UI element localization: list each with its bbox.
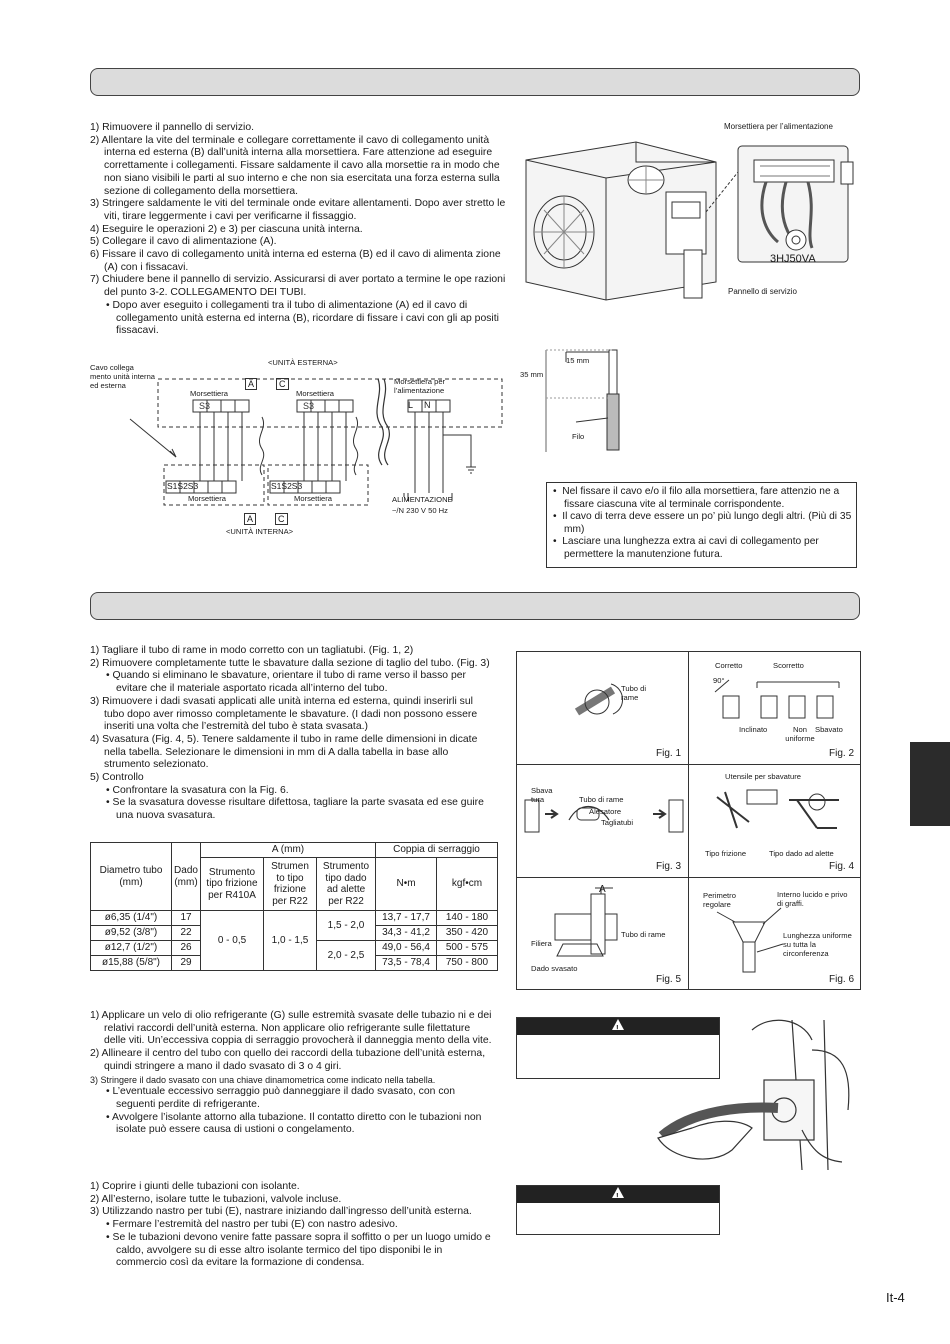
cell-nm: 13,7 - 17,7 <box>376 911 437 926</box>
label-terminal: Morsettiera <box>296 389 334 398</box>
label-service-panel: Pannello di servizio <box>728 287 797 296</box>
cell-nm: 49,0 - 56,4 <box>376 941 437 956</box>
insulation-instructions <box>90 1181 492 1270</box>
label-cutter: Tagliatubi <box>601 818 634 827</box>
header-torque: Coppia di serraggio <box>376 843 498 858</box>
table-row <box>91 911 498 926</box>
label-uniform-length: Lunghezza uniforme su tutta la circonferenza <box>783 931 852 958</box>
step-note: • Avvolgere l’isolante attorno alla tubazione. Il contatto diretto con le tubazioni non isolate può essere causa di ustioni o congelamento. <box>106 1111 482 1136</box>
header-nut: Dado (mm) <box>172 843 201 911</box>
fig-6-label: Fig. 6 <box>829 974 855 985</box>
cell-kgf: 350 - 420 <box>437 926 498 941</box>
cell-diameter: ø12,7 (1/2") <box>91 941 172 956</box>
header-tool-2: Strumen to tipo frizione per R22 <box>264 858 317 911</box>
label-regular-perimeter: Perimetro regolare <box>703 891 736 909</box>
label-terminal: Morsettiera <box>294 494 332 503</box>
step: 1) Tagliare il tubo di rame in modo corretto con un tagliatubi. (Fig. 1, 2) <box>90 645 414 656</box>
step-note: • Se le tubazioni devono venire fatte passare sopra il soffitto o per un luogo umido e caldo, avvolgere su di esse altro isolante termico del tipo disponibi le in commercio così da evitare la formazione di condensa. <box>106 1231 491 1269</box>
cell-tool-3: 2,0 - 2,5 <box>317 941 376 971</box>
cell-diameter: ø15,88 (5/8") <box>91 956 172 971</box>
step: 1) Coprire i giunti delle tubazioni con isolante. <box>90 1181 300 1192</box>
step: 1) Rimuovere il pannello di servizio. <box>90 122 255 133</box>
step: 7) Chiudere bene il pannello di servizio. Assicurarsi di aver portato a termine le ope razioni del punto 3-2. COLLEGAMENTO DEI TUBI. <box>90 274 506 299</box>
label-tube: Tubo di rame <box>621 930 666 939</box>
note-item: • Nel fissare il cavo e/o il filo alla morsettiera, fare attenzio ne a fissare ciascuna vite al terminale corrispondente. <box>553 486 840 510</box>
warning-icon <box>612 1019 624 1030</box>
cell-kgf: 140 - 180 <box>437 911 498 926</box>
fig-4-label: Fig. 4 <box>829 861 855 872</box>
label-deburr-tool: Utensile per sbavature <box>725 772 801 781</box>
label-correct: Corretto <box>715 661 743 670</box>
step: 2) Allentare la vite del terminale e collegare correttamente il cavo di collegamento unità interna ed esterna (B) dall’unità interna alla morsettiera. Fare attenzione ad eseguire correttamente i collegamenti. Fissare saldamente il cavo alla morsettie ra in modo che non siano visibili le parti al suo interno e che non sia esercitata una forza esterna sulla sezione di collegamento della morsettiera. <box>90 134 500 197</box>
label-c: C <box>276 378 289 390</box>
label-smooth-interior: Interno lucido e privo di graffi. <box>777 890 848 908</box>
label-die: Filiera <box>531 939 552 948</box>
step: 5) Controllo <box>90 772 144 784</box>
connection-instructions <box>90 1010 492 1137</box>
label-a: A <box>245 378 257 390</box>
model-number: 3HJ50VA <box>770 253 816 265</box>
cell-tool-3: 1,5 - 2,0 <box>317 911 376 941</box>
label-clutch-type: Tipo frizione <box>705 849 747 858</box>
cell-diameter: ø6,35 (1/4") <box>91 911 172 926</box>
label-connection-cable: Cavo collega mento unità interna ed esterna <box>90 363 156 390</box>
step: 6) Fissare il cavo di collegamento unità interna ed esterna (B) ed il cavo di alimenta zione (A) con i fissacavi. <box>90 249 501 273</box>
fig-3-label: Fig. 3 <box>656 861 682 872</box>
warning-header <box>517 1186 719 1203</box>
dimension-35mm: 35 mm <box>520 370 544 379</box>
dimension-15mm: 15 mm <box>566 356 590 365</box>
step: 1) Applicare un velo di olio refrigerante (G) sulle estremità svasate delle tubazio ni e dei relativi raccordi dell’unità esterna. Non applicare olio refrigerante sulle filettature delle viti. Un’eccessiva coppia di serraggio provocherà il danneggia mento della vite. <box>90 1010 492 1047</box>
cell-nm: 73,5 - 78,4 <box>376 956 437 971</box>
step-note: • L’eventuale eccessivo serraggio può danneggiare il dado svasato, con con seguenti perdite di refrigerante. <box>106 1086 456 1110</box>
outdoor-unit-illustration <box>516 132 858 302</box>
label-power-terminal: Morsettiera per l’alimentazione <box>724 122 833 131</box>
header-diameter: Diametro tubo (mm) <box>91 843 172 911</box>
header-tool-1: Strumento tipo frizione per R410A <box>201 858 264 911</box>
step-note: • Confrontare la svasatura con la Fig. 6. <box>106 784 289 796</box>
step: 4) Svasatura (Fig. 4, 5). Tenere saldamente il tubo in rame delle dimensioni in dicate nella tabella. Selezionare le dimensioni in mm di A dalla tabella in base allo strumento selezionato. <box>90 733 478 771</box>
step: 2) Rimuovere completamente tutte le sbavature dalla sezione di taglio del tubo. (Fig. 3) <box>90 657 490 669</box>
label-s1s2s3: S1S2S3 <box>271 481 303 491</box>
label-a: A <box>244 513 256 525</box>
label-wingnut-type: Tipo dado ad alette <box>769 849 834 858</box>
label-terminal: Morsettiera <box>190 389 228 398</box>
label-s1s2s3: S1S2S3 <box>167 481 199 491</box>
label-reamer: Alesatore <box>589 807 622 816</box>
flaring-instructions <box>90 645 492 823</box>
label-burr: Sbava tura <box>531 786 553 804</box>
label-c: C <box>275 513 288 525</box>
step: 4) Eseguire le operazioni 2) e 3) per ciascuna unità interna. <box>90 223 363 235</box>
cell-diameter: ø9,52 (3/8") <box>91 926 172 941</box>
cell-kgf: 750 - 800 <box>437 956 498 971</box>
step-note: • Fermare l’estremità del nastro per tubi (E) con nastro adesivo. <box>106 1219 398 1231</box>
step: 3) Stringere il dado svasato con una chiave dinamometrica come indicato nella tabella. <box>90 1074 436 1085</box>
label-a: A <box>599 884 606 895</box>
label-chamfered: Sbavato <box>815 725 843 734</box>
header-nm: N•m <box>376 858 437 911</box>
label-terminal: Morsettiera <box>188 494 226 503</box>
step: 2) Allineare il centro del tubo con quello dei raccordi della tubazione dell’unità esterna, quindi stringere a mano il dado svasato di 3 o 4 giri. <box>90 1048 486 1072</box>
label-indoor-unit: <UNITÀ INTERNA> <box>226 527 294 536</box>
label-wire: Filo <box>572 432 585 441</box>
header-kgf: kgf•cm <box>437 858 498 911</box>
label-outdoor-unit: <UNITÀ ESTERNA> <box>268 358 338 367</box>
warning-box <box>516 1185 720 1235</box>
step-note: • Quando si eliminano le sbavature, orientare il tubo di rame verso il basso per evitare che il materiale asportato ricada all’interno del tubo. <box>106 670 466 695</box>
label-power: ALIMENTAZIONE <box>392 495 453 504</box>
flare-figures <box>516 651 861 990</box>
step: 3) Rimuovere i dadi svasati applicati alle unità interna ed esterna, quindi inserirli sul tubo dopo aver rimosso completamente le sbavature. (I dadi non possono essere inseriti una volta che l’estremità del tubo è stata svasata.) <box>90 695 478 733</box>
section-header-bar <box>90 68 860 96</box>
cell-tool-1: 0 - 0,5 <box>201 911 264 971</box>
step: 2) All’esterno, isolare tutte le tubazioni, valvole incluse. <box>90 1193 342 1205</box>
label-inclined: Inclinato <box>739 725 768 734</box>
svg-text:S3: S3 <box>199 401 211 411</box>
page-number: It-4 <box>886 1290 905 1305</box>
flare-spec-table <box>90 842 498 971</box>
label-l: L <box>408 400 414 410</box>
label-power-terminal: Morsettiera per l’alimentazione <box>394 377 446 395</box>
fig-5-label: Fig. 5 <box>656 974 682 985</box>
label-copper-tube: Tubo di rame <box>579 795 624 804</box>
label-flare-nut: Dado svasato <box>531 964 578 973</box>
step: 3) Stringere saldamente le viti del terminale onde evitare allentamenti. Dopo aver stretto le viti, tirare leggermente i cavi per verificarne il fissaggio. <box>90 198 506 222</box>
chapter-tab <box>910 742 950 826</box>
cell-nut: 26 <box>172 941 201 956</box>
cell-nm: 34,3 - 41,2 <box>376 926 437 941</box>
header-a: A (mm) <box>201 843 376 858</box>
label-wrong: Scorretto <box>773 661 804 670</box>
notes-box <box>546 482 857 568</box>
svg-text:S3: S3 <box>303 401 315 411</box>
cell-nut: 29 <box>172 956 201 971</box>
fig-2-label: Fig. 2 <box>829 748 855 759</box>
cell-nut: 17 <box>172 911 201 926</box>
step-note: • Se la svasatura dovesse risultare difettosa, tagliare la parte svasata ed ese guire una nuova svasatura. <box>106 797 484 822</box>
label-non-uniform: Non uniforme <box>785 725 815 743</box>
cell-tool-2: 1,0 - 1,5 <box>264 911 317 971</box>
section-header-bar <box>90 592 860 620</box>
step: 5) Collegare il cavo di alimentazione (A). <box>90 236 277 248</box>
note-item: • Lasciare una lunghezza extra ai cavi di collegamento per permettere la manutenzione futura. <box>553 536 819 560</box>
header-tool-3: Strumento tipo dado ad alette per R22 <box>317 858 376 911</box>
label-n: N <box>424 400 431 410</box>
note-item: • Il cavo di terra deve essere un po’ più lungo degli altri. (Più di 35 mm) <box>553 511 852 535</box>
warning-icon <box>612 1187 624 1198</box>
label-90-deg: 90° <box>713 676 725 685</box>
label-power-spec: ~/N 230 V 50 Hz <box>392 506 448 515</box>
wrench-illustration <box>652 1010 858 1170</box>
step-note: • Dopo aver eseguito i collegamenti tra il tubo di alimentazione (A) ed il cavo di collegamento unità esterna ed interna (B), ricordare di fissare i cavi con gli ap positi fissacavi. <box>106 299 499 337</box>
cell-kgf: 500 - 575 <box>437 941 498 956</box>
cell-nut: 22 <box>172 926 201 941</box>
fig-1-label: Fig. 1 <box>656 748 682 759</box>
step: 3) Utilizzando nastro per tubi (E), nastrare iniziando dall’ingresso dell’unità esterna. <box>90 1206 472 1218</box>
label-copper-tube: Tubo di rame <box>621 684 647 702</box>
wiring-instructions <box>90 122 508 338</box>
